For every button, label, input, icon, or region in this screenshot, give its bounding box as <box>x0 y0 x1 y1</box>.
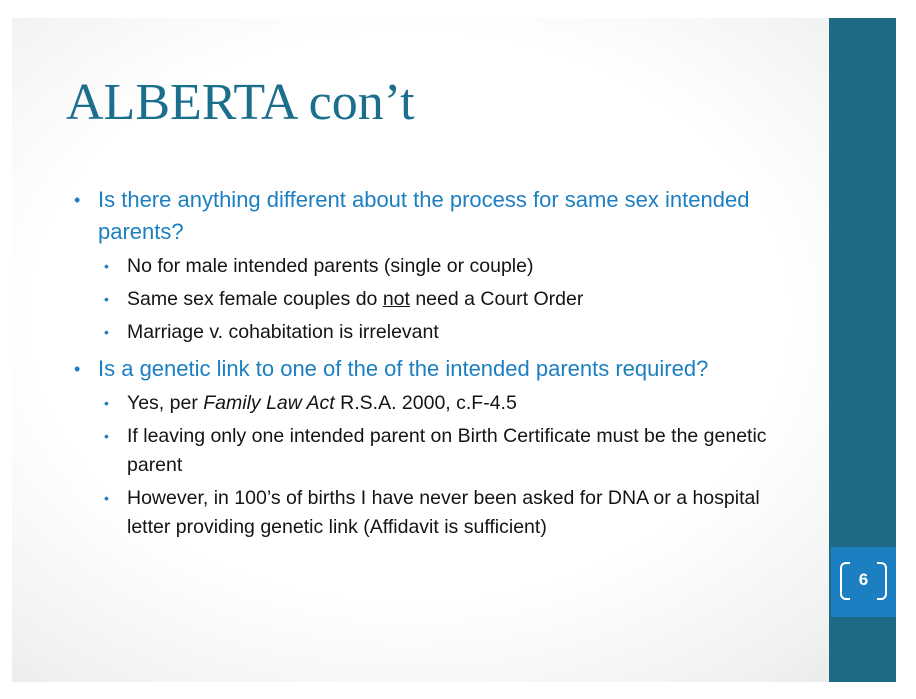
sub-bullet-text: No for male intended parents (single or couple) <box>127 255 534 277</box>
bullet-text: Is there anything different about the process for same sex intended parents? <box>98 187 750 244</box>
bullet-icon: • <box>74 359 81 379</box>
slide <box>12 18 896 682</box>
sub-bullet-text: If leaving only one intended parent on Birth Certificate must be the genetic parent <box>127 425 767 476</box>
bullet-icon: • <box>104 490 109 506</box>
bullet-icon: • <box>104 428 109 444</box>
bullet-list <box>74 178 774 542</box>
sub-bullet-text: Marriage v. cohabitation is irrelevant <box>127 321 439 343</box>
bullet-icon: • <box>74 190 81 210</box>
bullet-item <box>74 184 774 248</box>
sub-bullet-item <box>104 484 774 542</box>
sub-bullet-text-after: need a Court Order <box>409 288 584 310</box>
right-bracket-icon <box>877 562 887 600</box>
underlined-word: not <box>382 288 410 310</box>
italic-act-name: Family Law Act <box>203 392 335 414</box>
sub-bullet-text-before: Same sex female couples do <box>127 288 383 310</box>
sub-bullet-item <box>104 252 774 281</box>
bullet-item <box>74 353 774 385</box>
bullet-icon: • <box>104 258 109 274</box>
bullet-icon: • <box>104 324 109 340</box>
sub-bullet-item <box>104 318 774 347</box>
sub-bullet-item <box>104 389 774 418</box>
sub-bullet-item <box>104 285 774 314</box>
bullet-text: Is a genetic link to one of the of the intended parents required? <box>98 356 709 381</box>
slide-title: ALBERTA con’t <box>66 74 415 131</box>
sub-bullet-text-after: R.S.A. 2000, c.F-4.5 <box>334 392 517 414</box>
page-number-box <box>831 547 896 617</box>
bullet-icon: • <box>104 291 109 307</box>
sub-bullet-text: However, in 100’s of births I have never been asked for DNA or a hospital letter providing genetic link (Affidavit is sufficient) <box>127 487 760 538</box>
page-number: 6 <box>858 570 869 589</box>
sub-bullet-text-before: Yes, per <box>127 392 204 414</box>
sub-bullet-item <box>104 422 774 480</box>
bullet-icon: • <box>104 395 109 411</box>
